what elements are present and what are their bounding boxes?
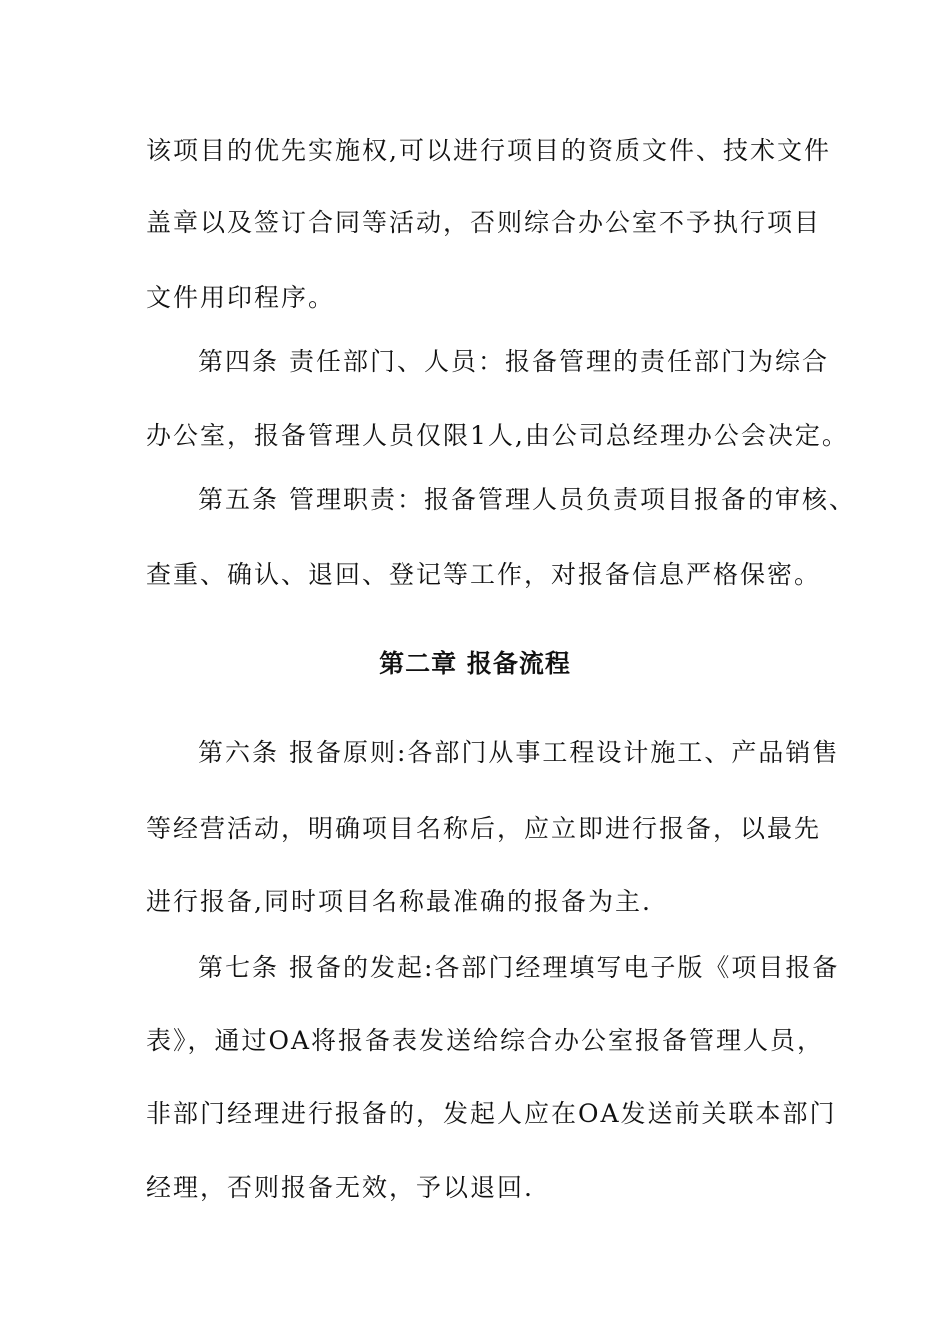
- article-6-line: 进行报备,同时项目名称最准确的报备为主.: [146, 887, 652, 916]
- article-7-line: 非部门经理进行报备的，发起人应在OA发送前关联本部门: [146, 1099, 837, 1128]
- paragraph-line: 该项目的优先实施权,可以进行项目的资质文件、技术文件: [146, 136, 831, 165]
- article-7-line: 表》，通过OA将报备表发送给综合办公室报备管理人员，: [146, 1026, 825, 1055]
- paragraph-line: 文件用印程序。: [146, 283, 336, 312]
- article-6-line: 第六条 报备原则:各部门从事工程设计施工、产品销售: [198, 738, 840, 767]
- article-7-line: 第七条 报备的发起:各部门经理填写电子版《项目报备: [198, 953, 840, 982]
- article-4-line: 办公室，报备管理人员仅限1人,由公司总经理办公会决定。: [146, 421, 849, 450]
- article-4-line: 第四条 责任部门、人员：报备管理的责任部门为综合: [198, 347, 829, 376]
- article-7-line: 经理，否则报备无效，予以退回.: [146, 1173, 534, 1202]
- article-5-line: 查重、确认、退回、登记等工作，对报备信息严格保密。: [146, 560, 822, 589]
- article-6-line: 等经营活动，明确项目名称后，应立即进行报备，以最先: [146, 814, 822, 843]
- paragraph-line: 盖章以及签订合同等活动，否则综合办公室不予执行项目: [146, 208, 822, 237]
- article-5-line: 第五条 管理职责：报备管理人员负责项目报备的审核、: [198, 485, 856, 514]
- chapter-title: 第二章 报备流程: [379, 649, 571, 678]
